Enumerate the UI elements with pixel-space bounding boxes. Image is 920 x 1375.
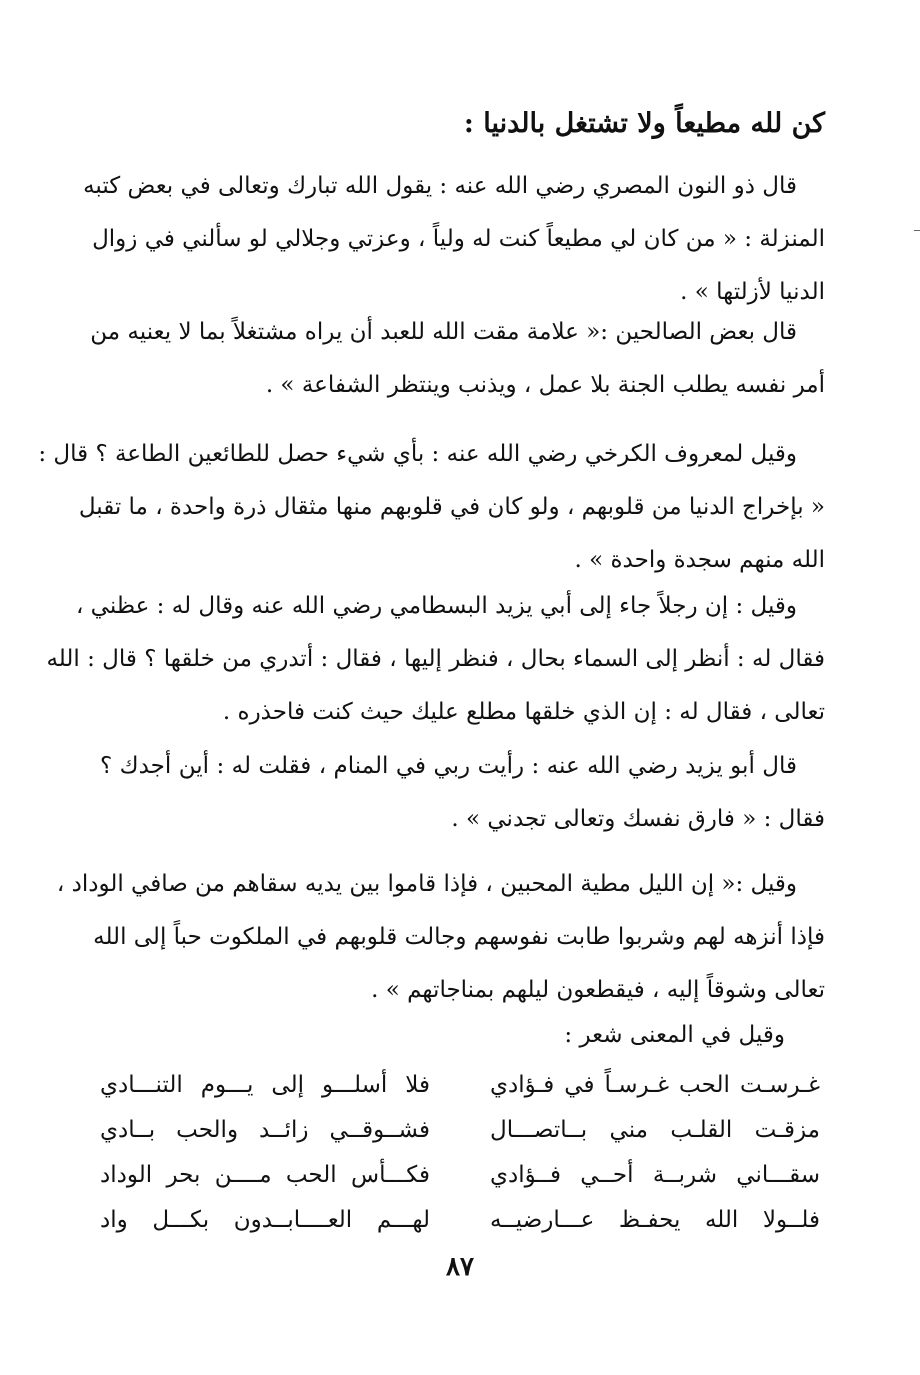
paragraph-line: وقيل : إن رجلاً جاء إلى أبي يزيد البسطامي رضي الله عنه وقال له : عظني ، bbox=[75, 593, 797, 619]
scan-edge-mark bbox=[914, 230, 920, 231]
paragraph-line: تعالى ، فقال له : إن الذي خلقها مطلع عليك حيث كنت فاحذره . bbox=[222, 699, 825, 725]
verse-second-hemistich: فشــوقــي زائــد والحب بــادي bbox=[100, 1117, 430, 1143]
verse-second-hemistich: لهـــم العــــابــدون بكـــل واد bbox=[100, 1207, 430, 1233]
paragraph-abu-yazid-bistami bbox=[46, 580, 825, 739]
paragraph-line: قال أبو يزيد رضي الله عنه : رأيت ربي في المنام ، فقلت له : أين أجدك ؟ bbox=[100, 753, 797, 779]
verse-second-hemistich: فكـــأس الحب مــــن بحر الوداد bbox=[100, 1162, 430, 1188]
paragraph-line: وقيل لمعروف الكرخي رضي الله عنه : بأي شيء حصل للطائعين الطاعة ؟ قال : bbox=[38, 441, 797, 467]
paragraph-line: وقيل :« إن الليل مطية المحبين ، فإذا قاموا بين يديه سقاهم من صافي الوداد ، bbox=[56, 871, 797, 897]
poem-verse bbox=[100, 1065, 820, 1110]
poem-verse bbox=[100, 1200, 820, 1245]
paragraph-line: أمر نفسه يطلب الجنة بلا عمل ، ويذنب وينتظر الشفاعة » . bbox=[265, 372, 825, 398]
section-heading: كن لله مطيعاً ولا تشتغل بالدنيا : bbox=[463, 108, 825, 139]
poem bbox=[100, 1065, 820, 1245]
paragraph-line: الدنيا لأزلتها » . bbox=[680, 279, 825, 305]
verse-second-hemistich: فلا أسلـــو إلى يـــوم التنـــادي bbox=[100, 1072, 430, 1098]
paragraph-line: فقال : « فارق نفسك وتعالى تجدني » . bbox=[451, 806, 825, 832]
paragraph-line: قال ذو النون المصري رضي الله عنه : يقول الله تبارك وتعالى في بعض كتبه bbox=[83, 173, 797, 199]
verse-first-hemistich: فلــولا الله يحفـظ عـــارضيــه bbox=[490, 1207, 820, 1233]
paragraph-line: تعالى وشوقاً إليه ، فيقطعون ليلهم بمناجاتهم » . bbox=[371, 977, 825, 1003]
paragraph-line: « بإخراج الدنيا من قلوبهم ، ولو كان في قلوبهم منها مثقال ذرة واحدة ، ما تقبل bbox=[78, 494, 825, 520]
paragraph-maruf-karkhi bbox=[38, 428, 825, 587]
paragraph-line: قال بعض الصالحين :« علامة مقت الله للعبد أن يراه مشتغلاً بما لا يعنيه من bbox=[90, 319, 797, 345]
paragraph-night-lovers bbox=[56, 858, 825, 1017]
poem-verse bbox=[100, 1110, 820, 1155]
paragraph-line: فقال له : أنظر إلى السماء بحال ، فنظر إليها ، فقال : أتدري من خلقها ؟ قال : الله bbox=[46, 646, 825, 672]
paragraph-line: فإذا أنزهه لهم وشربوا طابت نفوسهم وجالت قلوبهم في الملكوت حباً إلى الله bbox=[93, 924, 825, 950]
paragraph-salihin bbox=[90, 306, 825, 412]
poem-verse bbox=[100, 1155, 820, 1200]
verse-first-hemistich: مزقـت القلـب مني بــاتصـــال bbox=[490, 1117, 820, 1143]
paragraph-dhu-al-nun bbox=[83, 160, 825, 319]
paragraph-abu-yazid-dream bbox=[100, 740, 825, 846]
paragraph-line: المنزلة : « من كان لي مطيعاً كنت له ولياً ، وعزتي وجلالي لو سألني في زوال bbox=[92, 226, 825, 252]
verse-first-hemistich: غـرسـت الحب غـرسـاً في فـؤادي bbox=[490, 1072, 820, 1098]
poem-intro: وقيل في المعنى شعر : bbox=[564, 1022, 785, 1048]
paragraph-line: الله منهم سجدة واحدة » . bbox=[574, 547, 825, 573]
verse-first-hemistich: سقـــاني شربــة أحــي فــؤادي bbox=[490, 1162, 820, 1188]
page-number: ٨٧ bbox=[446, 1252, 474, 1282]
